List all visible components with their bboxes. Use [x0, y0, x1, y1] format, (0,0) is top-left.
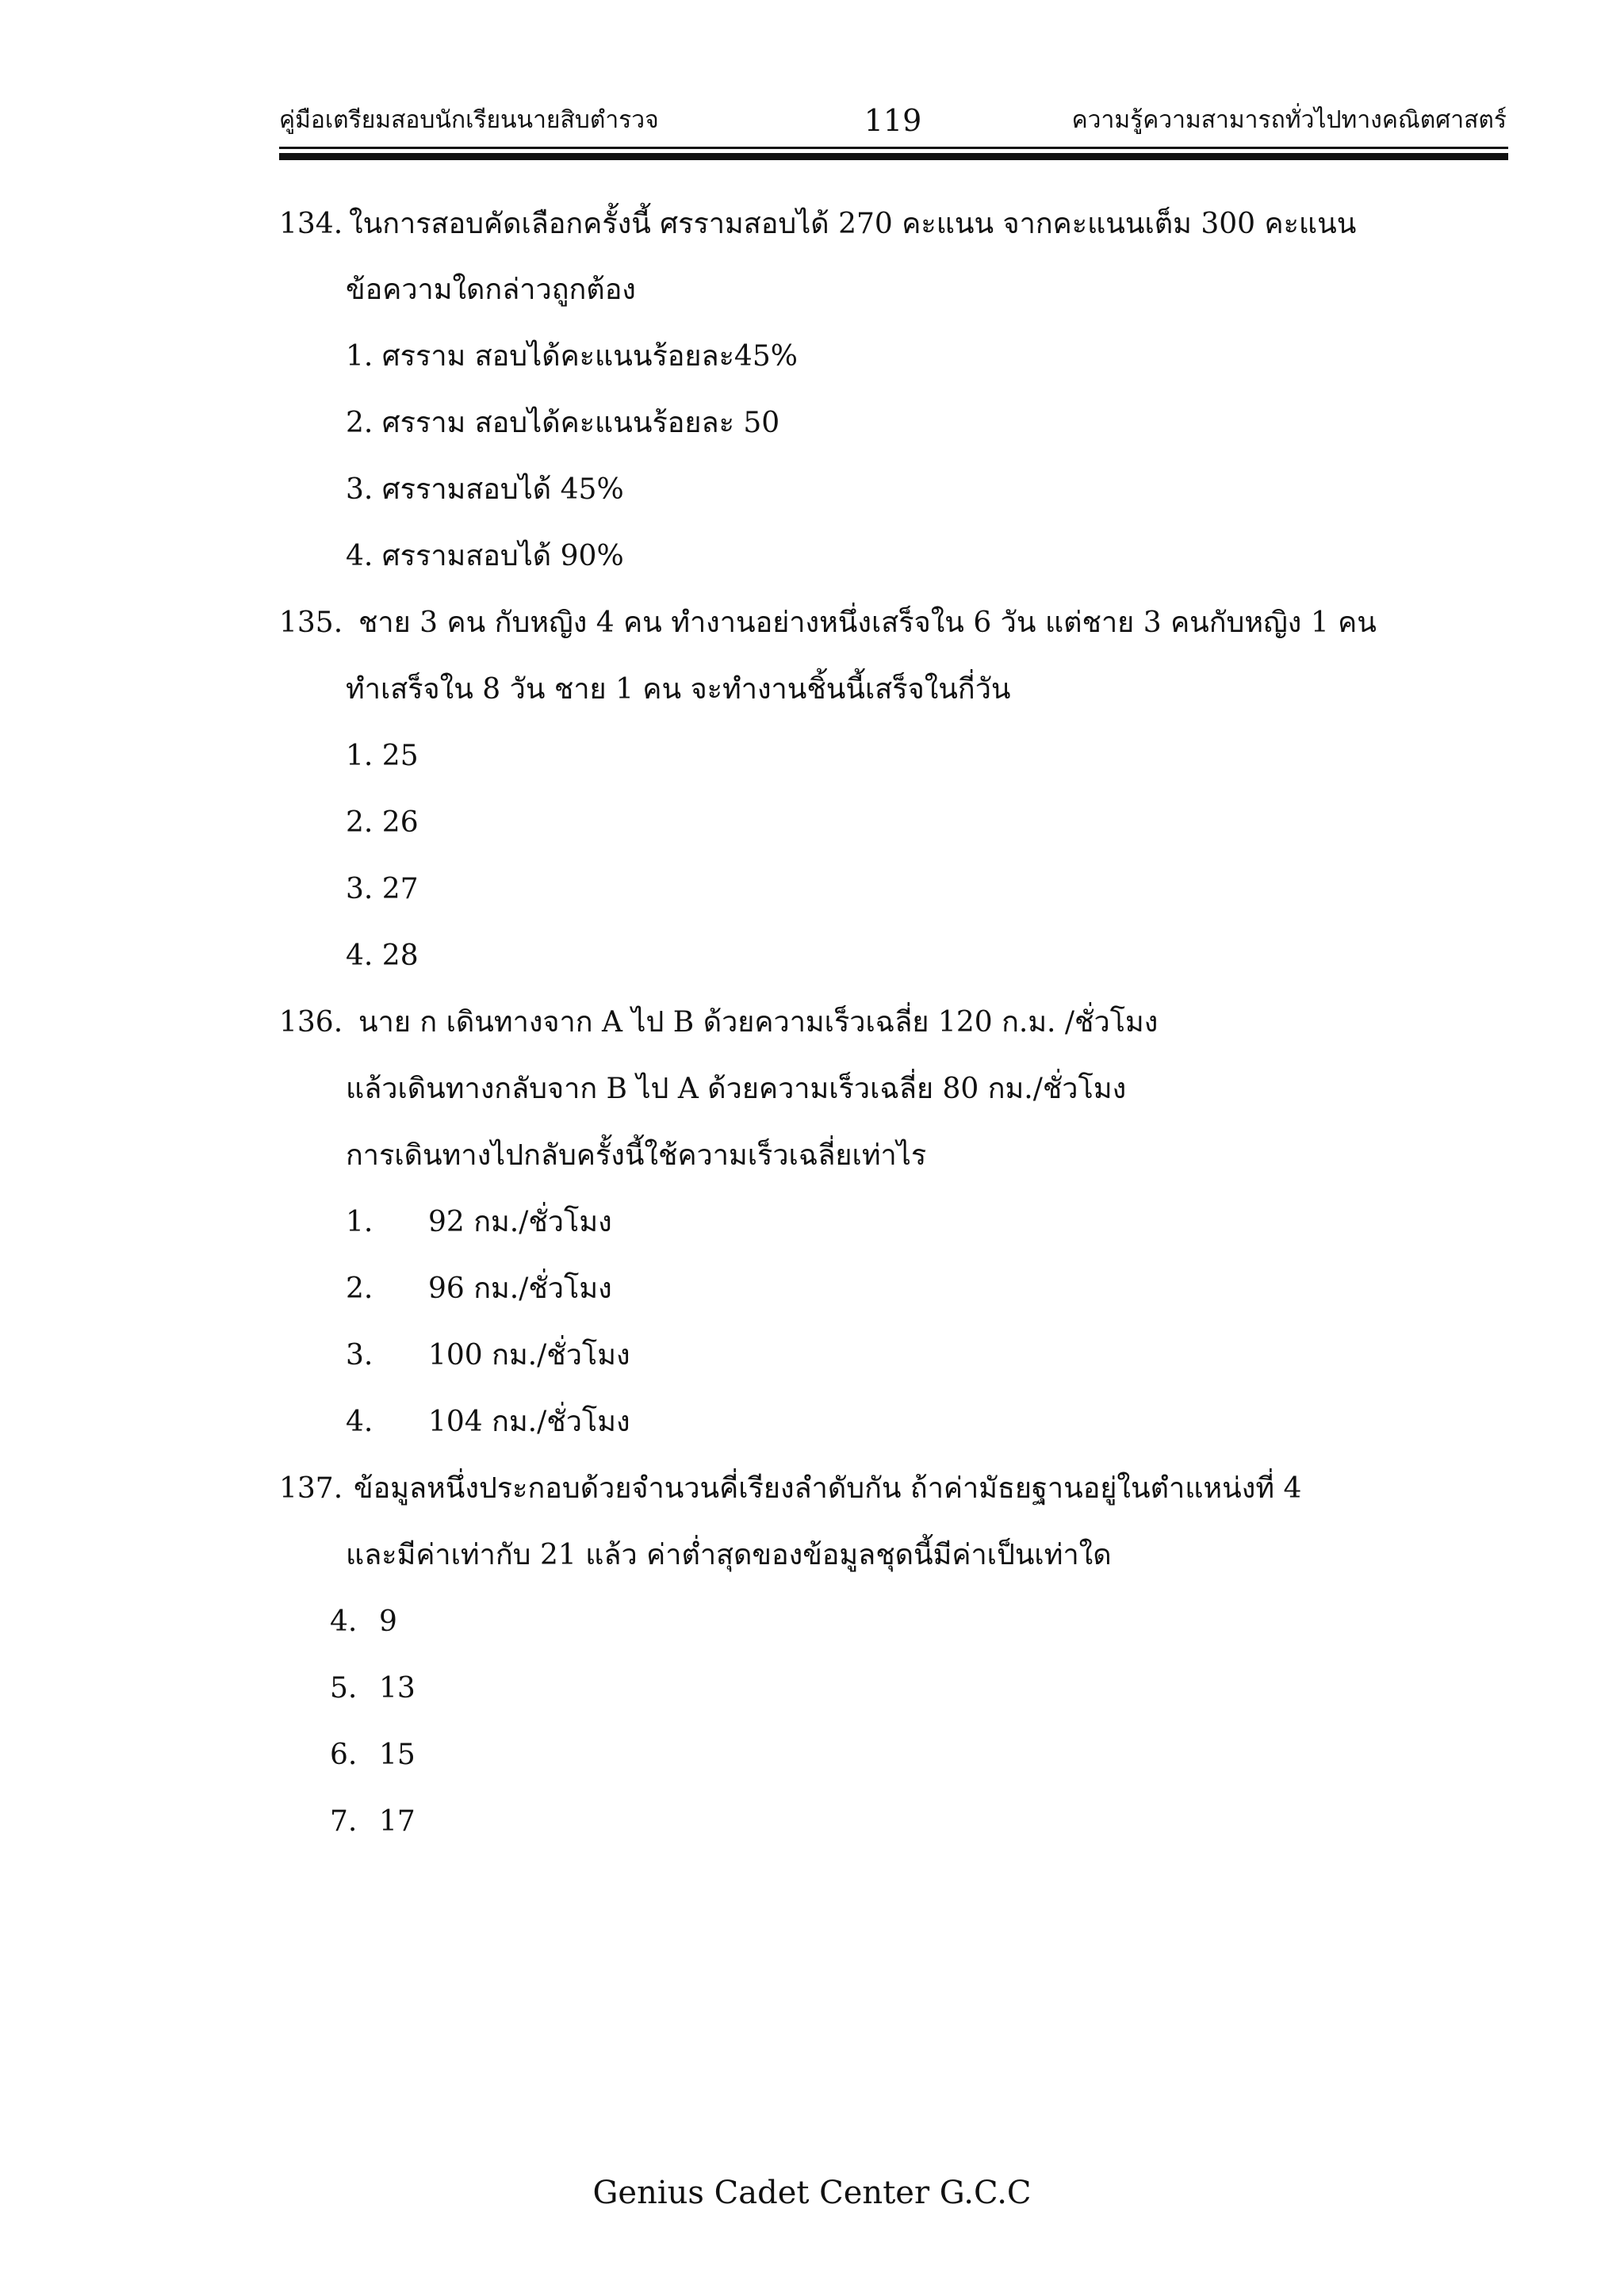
answer-option-text: 104 กม./ชั่วโมง: [428, 1406, 630, 1438]
answer-option-number: 4.: [330, 1605, 358, 1638]
answer-option: 2. ศรราม สอบได้คะแนนร้อยละ 50: [346, 407, 780, 439]
question-text: ชาย 3 คน กับหญิง 4 คน ทำงานอย่างหนึ่งเสร็จใน 6 วัน แต่ชาย 3 คนกับหญิง 1 คน: [358, 607, 1377, 639]
answer-option-number: 5.: [330, 1672, 358, 1705]
answer-option-text: 13: [379, 1672, 416, 1705]
answer-option-number: 1.: [346, 1206, 373, 1238]
header-section-title: ความรู้ความสามารถทั่วไปทางคณิตศาสตร์: [1071, 106, 1507, 134]
answer-option: 3. ศรรามสอบได้ 45%: [346, 473, 624, 506]
answer-option: 4. 28: [346, 939, 419, 972]
answer-option: 1. ศรราม สอบได้คะแนนร้อยละ45%: [346, 340, 798, 373]
question-text: ข้อความใดกล่าวถูกต้อง: [346, 274, 636, 306]
answer-option-number: 2.: [346, 1272, 373, 1305]
answer-option-text: 92 กม./ชั่วโมง: [428, 1206, 612, 1238]
answer-option-number: 7.: [330, 1805, 358, 1838]
header-rule-thin: [279, 147, 1508, 149]
question-text: การเดินทางไปกลับครั้งนี้ใช้ความเร็วเฉลี่ยเท่าไร: [346, 1139, 927, 1172]
question-number: 135.: [279, 607, 343, 639]
answer-option-text: 15: [379, 1739, 416, 1771]
page-footer: Genius Cadet Center G.C.C: [592, 2175, 1032, 2211]
question-text: ข้อมูลหนึ่งประกอบด้วยจำนวนคี่เรียงลำดับกัน ถ้าค่ามัธยฐานอยู่ในตำแหน่งที่ 4: [354, 1472, 1302, 1505]
answer-option-number: 4.: [346, 1406, 373, 1438]
answer-option-text: 100 กม./ชั่วโมง: [428, 1339, 630, 1372]
answer-option-text: 96 กม./ชั่วโมง: [428, 1272, 612, 1305]
question-text: และมีค่าเท่ากับ 21 แล้ว ค่าต่ำสุดของข้อมูลชุดนี้มีค่าเป็นเท่าใด: [346, 1539, 1112, 1571]
answer-option: 3. 27: [346, 873, 419, 905]
answer-option-text: 17: [379, 1805, 416, 1838]
header-rule-thick: [279, 153, 1508, 160]
running-header: [279, 100, 1507, 141]
question-text: ทำเสร็จใน 8 วัน ชาย 1 คน จะทำงานชิ้นนี้เสร็จในกี่วัน: [346, 673, 1011, 706]
question-text: ในการสอบคัดเลือกครั้งนี้ ศรรามสอบได้ 270 คะแนน จากคะแนนเต็ม 300 คะแนน: [349, 208, 1357, 240]
answer-option-number: 6.: [330, 1739, 358, 1771]
answer-option-number: 3.: [346, 1339, 373, 1372]
answer-option: 4. ศรรามสอบได้ 90%: [346, 540, 624, 572]
question-text: นาย ก เดินทางจาก A ไป B ด้วยความเร็วเฉลี่ย 120 ก.ม. /ชั่วโมง: [358, 1006, 1159, 1039]
answer-option-text: 9: [379, 1605, 397, 1638]
answer-option: 2. 26: [346, 806, 419, 839]
question-number: 136.: [279, 1006, 343, 1039]
header-book-title: คู่มือเตรียมสอบนักเรียนนายสิบตำรวจ: [279, 106, 659, 134]
page-number: 119: [864, 103, 922, 138]
answer-option: 1. 25: [346, 740, 419, 772]
question-text: แล้วเดินทางกลับจาก B ไป A ด้วยความเร็วเฉลี่ย 80 กม./ชั่วโมง: [346, 1073, 1127, 1105]
question-number: 137.: [279, 1472, 343, 1505]
question-number: 134.: [279, 208, 343, 240]
